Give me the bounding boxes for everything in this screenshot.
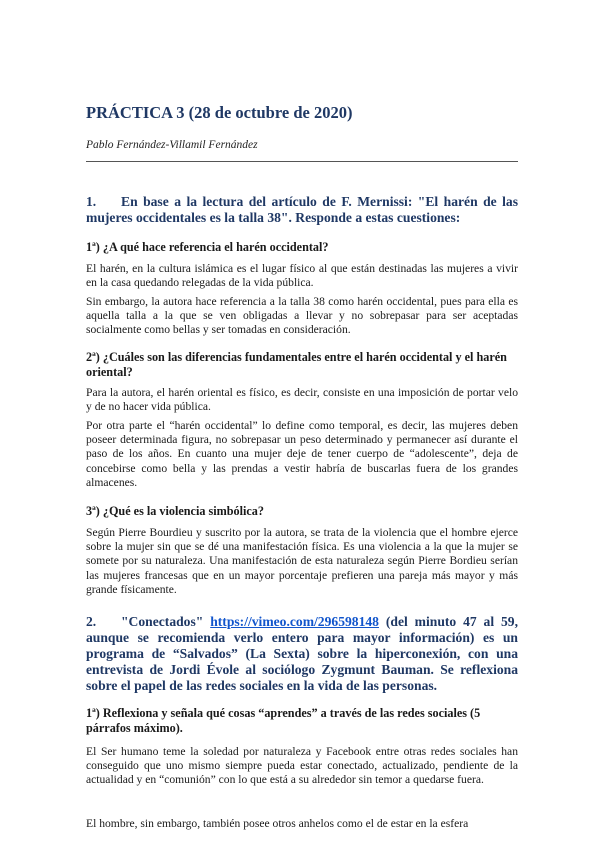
answer-1-2-paragraph-1: Para la autora, el harén oriental es físico, es decir, consiste en una imposición de portar velo y de no hacer vida pública. bbox=[86, 386, 518, 414]
answer-1-3-paragraph-1: Según Pierre Bourdieu y suscrito por la autora, se trata de la violencia que el hombre ejerce sobre la mujer sin que se dé una manifestación física. Es una violencia a la que la mujer se somete por su naturaleza. Una manifestación de esta naturaleza según Pierre Bordieu serían las mujeres francesas que en un mayor porcentaje prefieren una pareja más mayor y más grande físicamente. bbox=[86, 526, 518, 596]
section-2-heading bbox=[86, 614, 518, 694]
question-1-2: 2ª) ¿Cuáles son las diferencias fundamentales entre el harén occidental y el harén oriental? bbox=[86, 350, 507, 379]
question-1-1: 1ª) ¿A qué hace referencia el harén occidental? bbox=[86, 240, 329, 254]
answer-1-2-paragraph-2: Por otra parte el “harén occidental” lo define como temporal, es decir, las mujeres deben poseer determinada figura, no sobrepasar un peso determinado y permanecer así durante el paso de los años. En cuanto una mujer deje de tener cuerpo de “adolescente”, deja de concebirse como bella y las prendas a vestir habría de buscarlas fuera de los grandes almacenes. bbox=[86, 419, 518, 489]
section-1-heading bbox=[86, 194, 518, 226]
answer-1-1-paragraph-1: El harén, en la cultura islámica es el lugar físico al que están destinadas las mujeres a vivir en la casa quedando relegadas de la vida pública. bbox=[86, 262, 518, 290]
section-2-heading-a: "Conectados" bbox=[121, 614, 204, 629]
section-1-heading-text: En base a la lectura del artículo de F. Mernissi: "El harén de las mujeres occidentales es la talla 38". Responde a estas cuestiones: bbox=[86, 194, 518, 225]
vimeo-link[interactable]: https://vimeo.com/296598148 bbox=[210, 614, 379, 629]
section-2-heading-b: (del minuto 47 al 59, aunque se recomienda verlo entero para mayor información) es un programa de “Salvados” (La Sexta) sobre la hiperconexión, con una entrevista de Jordi Évole al sociólogo Zygmunt Bauman. Se reflexiona sobre el papel de las redes sociales en la vida de las personas. bbox=[86, 614, 518, 693]
answer-2-1-paragraph-1: El Ser humano teme la soledad por naturaleza y Facebook entre otras redes sociales han conseguido que uno mismo siempre pueda estar conectado, actualizado, pendiente de la actualidad y en “comunión” con lo que está a su alrededor sin temor a quedarse fuera. bbox=[86, 745, 518, 787]
page-title: PRÁCTICA 3 (28 de octubre de 2020) bbox=[86, 103, 353, 122]
section-1-number: 1. bbox=[86, 194, 97, 209]
divider bbox=[86, 161, 518, 162]
question-2-1: 1ª) Reflexiona y señala qué cosas “aprendes” a través de las redes sociales (5 párrafos máximo). bbox=[86, 706, 481, 735]
author-name: Pablo Fernández-Villamil Fernández bbox=[86, 139, 258, 151]
question-1-3: 3ª) ¿Qué es la violencia simbólica? bbox=[86, 504, 264, 518]
answer-2-1-paragraph-2: El hombre, sin embargo, también posee otros anhelos como el de estar en la esfera bbox=[86, 817, 469, 830]
answer-1-1-paragraph-2: Sin embargo, la autora hace referencia a la talla 38 como harén occidental, pues para ella es aquella talla a la que se ven obligadas a llevar y no sobrepasar para ser aceptadas socialmente como bellas y ser tomadas en consideración. bbox=[86, 295, 518, 337]
section-2-number: 2. bbox=[86, 614, 97, 629]
